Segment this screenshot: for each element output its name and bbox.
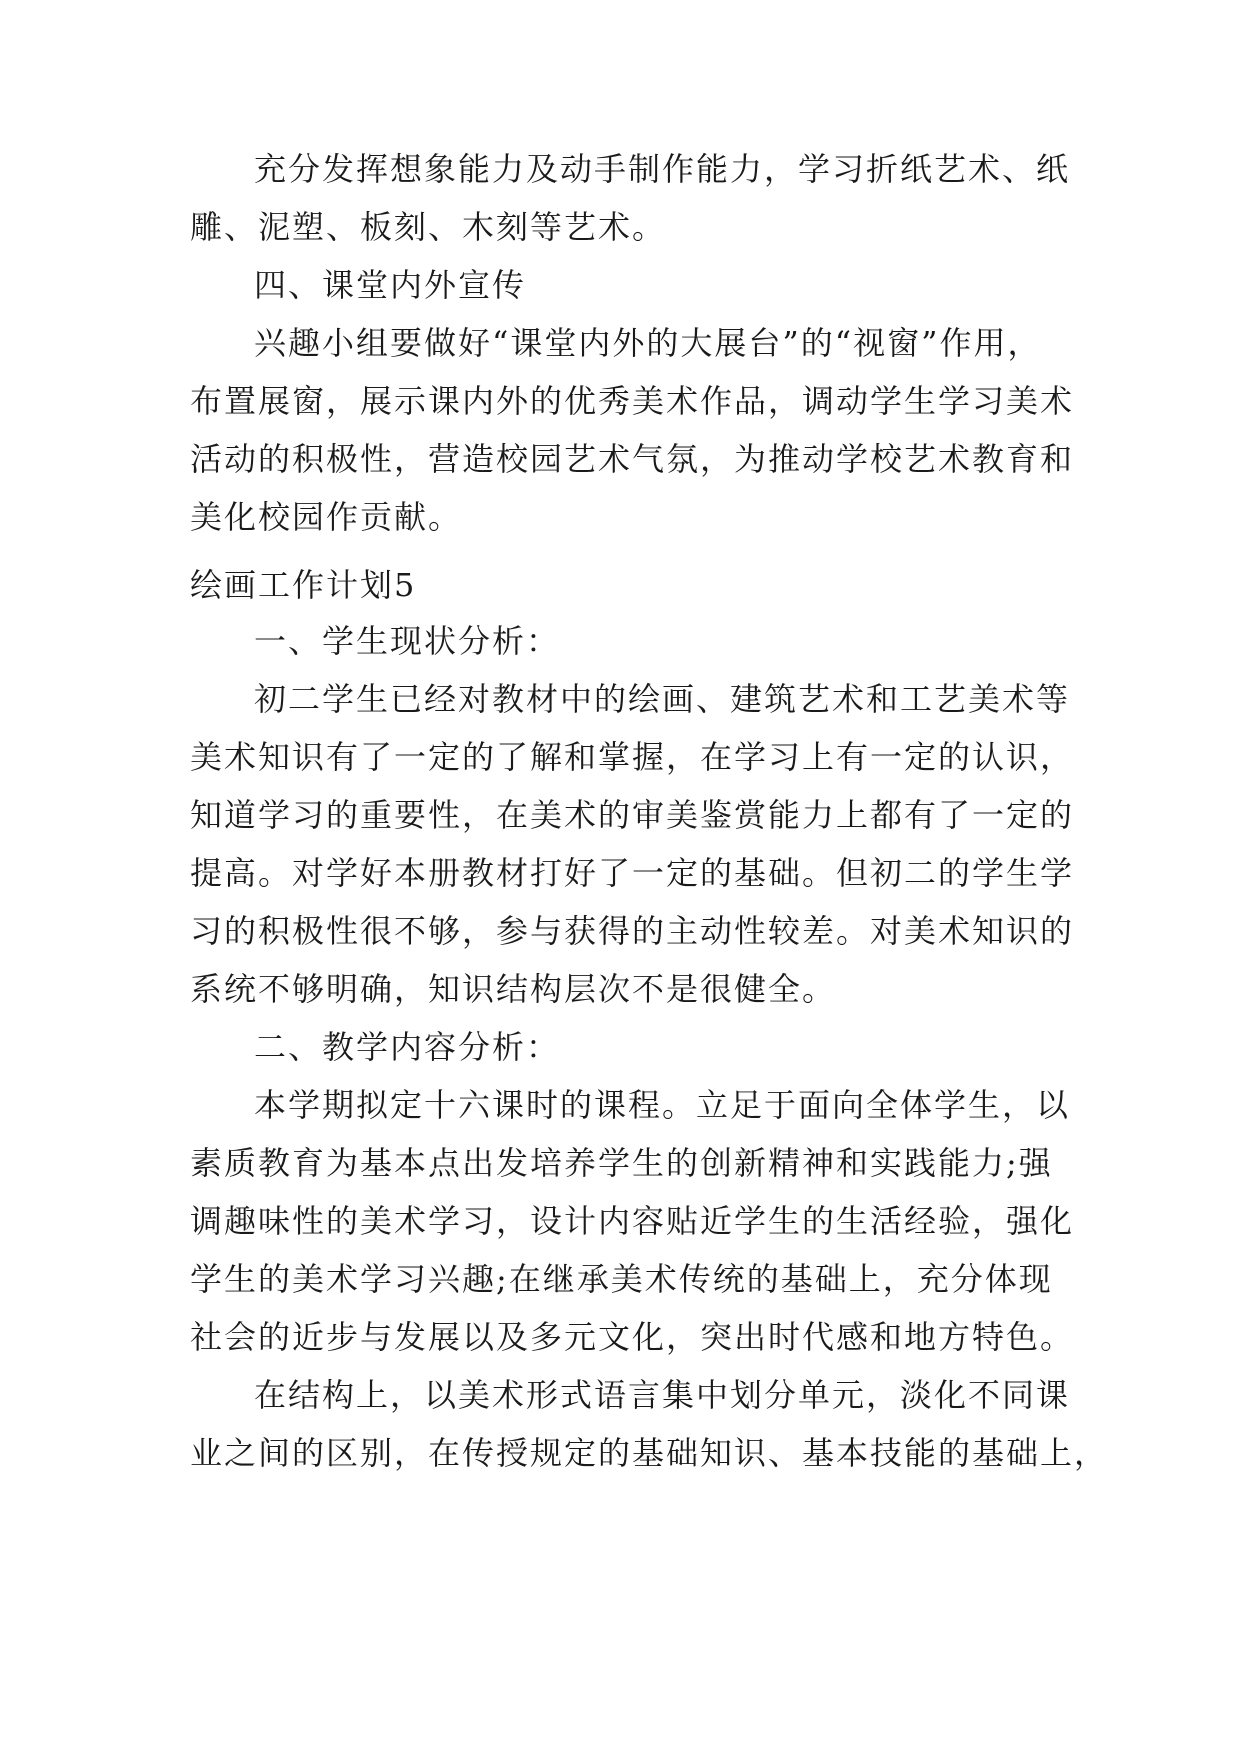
heading-classroom-publicity: 四、课堂内外宣传	[254, 266, 527, 304]
text-line: 充分发挥想象能力及动手制作能力，学习折纸艺术、纸	[254, 150, 1071, 188]
text-line: 学生的美术学习兴趣;在继承美术传统的基础上，充分体现	[190, 1260, 1053, 1298]
text-line: 社会的近步与发展以及多元文化，突出时代感和地方特色。	[190, 1318, 1075, 1356]
text-block-bottom	[190, 612, 1109, 1482]
text-line: 提高。对学好本册教材打好了一定的基础。但初二的学生学	[190, 854, 1075, 892]
text-line: 调趣味性的美术学习，设计内容贴近学生的生活经验，强化	[190, 1202, 1075, 1240]
text-line: 美术知识有了一定的了解和掌握，在学习上有一定的认识，	[190, 738, 1075, 776]
section-title-block	[190, 556, 1070, 614]
text-line: 在结构上，以美术形式语言集中划分单元，淡化不同课	[254, 1376, 1071, 1414]
text-line: 美化校园作贡献。	[190, 498, 463, 536]
text-line: 本学期拟定十六课时的课程。立足于面向全体学生，以	[254, 1086, 1071, 1124]
text-line: 活动的积极性，营造校园艺术气氛，为推动学校艺术教育和	[190, 440, 1075, 478]
text-line: 布置展窗，展示课内外的优秀美术作品，调动学生学习美术	[190, 382, 1075, 420]
text-line: 业之间的区别，在传授规定的基础知识、基本技能的基础上，	[190, 1434, 1109, 1472]
text-line: 雕、泥塑、板刻、木刻等艺术。	[190, 208, 667, 246]
text-line: 习的积极性很不够，参与获得的主动性较差。对美术知识的	[190, 912, 1075, 950]
heading-content-analysis: 二、教学内容分析：	[254, 1028, 561, 1066]
text-line: 初二学生已经对教材中的绘画、建筑艺术和工艺美术等	[254, 680, 1071, 718]
text-line: 兴趣小组要做好“课堂内外的大展台”的“视窗”作用，	[254, 324, 1042, 362]
heading-student-analysis: 一、学生现状分析：	[254, 622, 561, 660]
text-line: 素质教育为基本点出发培养学生的创新精神和实践能力;强	[190, 1144, 1053, 1182]
text-line: 系统不够明确，知识结构层次不是很健全。	[190, 970, 837, 1008]
text-block-top	[190, 140, 1075, 546]
section-title: 绘画工作计划5	[190, 566, 417, 604]
text-line: 知道学习的重要性，在美术的审美鉴赏能力上都有了一定的	[190, 796, 1075, 834]
